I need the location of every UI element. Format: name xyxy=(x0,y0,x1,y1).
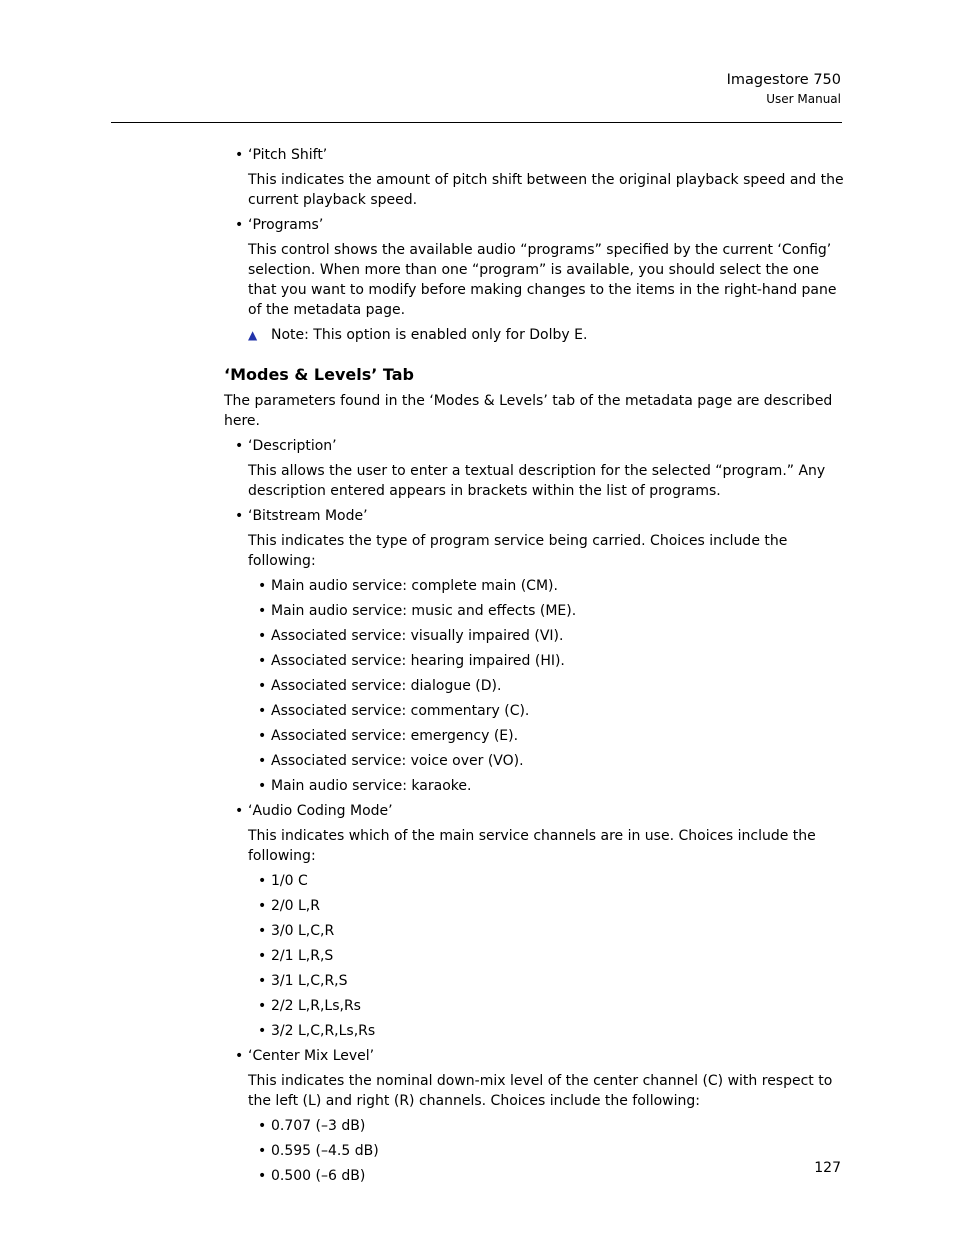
description-text: This allows the user to enter a textual description for the selected “program.” Any description entered appears in brackets within the list of programs. xyxy=(248,463,826,499)
bullet-description: • ‘Description’ xyxy=(224,436,844,456)
header-title: Imagestore 750 xyxy=(726,72,841,88)
running-header xyxy=(727,70,841,108)
warning-triangle-icon: ▲ xyxy=(248,328,258,342)
note-text: Note: This option is enabled only for Dolby E. xyxy=(271,327,588,343)
list-item: • Associated service: dialogue (D). xyxy=(224,676,844,696)
list-item: • 0.595 (–4.5 dB) xyxy=(224,1141,844,1161)
bitstream-mode-text: This indicates the type of program service being carried. Choices include the following: xyxy=(248,533,788,569)
bullet-center-mix-level: • ‘Center Mix Level’ xyxy=(224,1046,844,1066)
list-item: • 3/1 L,C,R,S xyxy=(224,971,844,991)
list-item: • Main audio service: karaoke. xyxy=(224,776,844,796)
audio-coding-mode-text: This indicates which of the main service channels are in use. Choices include the following: xyxy=(248,828,816,864)
list-item: • 2/2 L,R,Ls,Rs xyxy=(224,996,844,1016)
list-item: • Associated service: voice over (VO). xyxy=(224,751,844,771)
list-item: • 3/0 L,C,R xyxy=(224,921,844,941)
pitch-shift-description: This indicates the amount of pitch shift between the original playback speed and the current playback speed. xyxy=(248,172,844,208)
list-item: • Main audio service: complete main (CM). xyxy=(224,576,844,596)
bullet-programs: • ‘Programs’ xyxy=(224,215,844,235)
list-item: • Associated service: visually impaired (VI). xyxy=(224,626,844,646)
list-item: • 2/0 L,R xyxy=(224,896,844,916)
bullet-bitstream-mode: • ‘Bitstream Mode’ xyxy=(224,506,844,526)
list-item: • Associated service: emergency (E). xyxy=(224,726,844,746)
page-body xyxy=(224,145,844,1191)
note xyxy=(224,325,844,345)
center-mix-level-text: This indicates the nominal down-mix level of the center channel (C) with respect to the left (L) and right (R) channels. Choices include the following: xyxy=(248,1073,833,1109)
list-item: • 3/2 L,C,R,Ls,Rs xyxy=(224,1021,844,1041)
list-item: • 2/1 L,R,S xyxy=(224,946,844,966)
list-item: • Main audio service: music and effects (ME). xyxy=(224,601,844,621)
header-subtitle: User Manual xyxy=(766,92,841,106)
list-item: • Associated service: commentary (C). xyxy=(224,701,844,721)
section-title: ‘Modes & Levels’ Tab xyxy=(224,365,414,384)
header-rule xyxy=(111,122,842,123)
list-item: • 1/0 C xyxy=(224,871,844,891)
bullet-audio-coding-mode: • ‘Audio Coding Mode’ xyxy=(224,801,844,821)
section-intro: The parameters found in the ‘Modes & Levels’ tab of the metadata page are described here. xyxy=(224,393,833,429)
programs-description: This control shows the available audio “programs” specified by the current ‘Config’ selection. When more than one “program” is available, you should select the one that you want to modify before making changes to the items in the right-hand pane of the metadata page. xyxy=(248,242,837,318)
list-item: • 0.707 (–3 dB) xyxy=(224,1116,844,1136)
bullet-pitch-shift: • ‘Pitch Shift’ xyxy=(224,145,844,165)
list-item: • Associated service: hearing impaired (HI). xyxy=(224,651,844,671)
list-item: • 0.500 (–6 dB) xyxy=(224,1166,844,1186)
page-number: 127 xyxy=(814,1160,841,1176)
